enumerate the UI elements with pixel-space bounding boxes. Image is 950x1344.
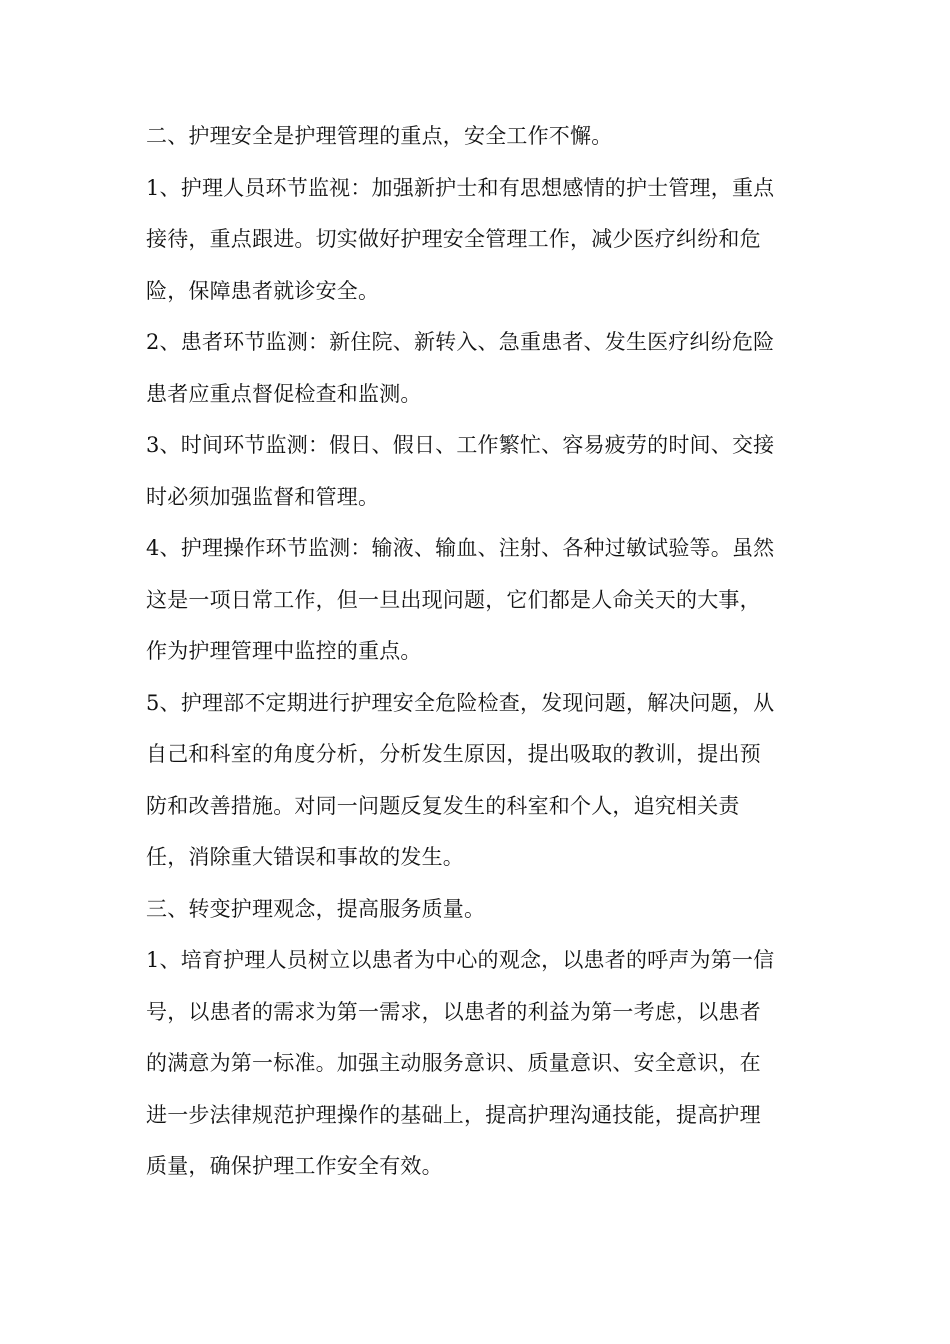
text-line: 1、培育护理人员树立以患者为中心的观念，以患者的呼声为第一信: [146, 948, 775, 972]
text-line: 这是一项日常工作，但一旦出现问题，它们都是人命关天的大事，: [146, 587, 761, 612]
text-line: 进一步法律规范护理操作的基础上，提高护理沟通技能，提高护理: [146, 1102, 761, 1127]
text-line: 3、时间环节监测：假日、假日、工作繁忙、容易疲劳的时间、交接: [146, 433, 775, 457]
text-line: 质量，确保护理工作安全有效。: [146, 1154, 443, 1178]
document-body: [146, 114, 810, 1196]
text-line: 险，保障患者就诊安全。: [146, 278, 380, 303]
text-line: 三、转变护理观念，提高服务质量。: [146, 896, 486, 921]
text-line: 自己和科室的角度分析，分析发生原因，提出吸取的教训，提出预: [146, 742, 761, 766]
text-line: 时必须加强监督和管理。: [146, 484, 380, 509]
text-line: 防和改善措施。对同一问题反复发生的科室和个人，追究相关责: [146, 793, 740, 818]
text-line: 接待，重点跟进。切实做好护理安全管理工作，减少医疗纠纷和危: [146, 227, 761, 251]
text-line: 5、护理部不定期进行护理安全危险检查，发现问题，解决问题，从: [146, 690, 775, 715]
text-line: 的满意为第一标准。加强主动服务意识、质量意识、安全意识，在: [146, 1051, 761, 1075]
text-line: 1、护理人员环节监视：加强新护士和有思想感情的护士管理，重点: [146, 175, 775, 200]
text-line: 号，以患者的需求为第一需求，以患者的利益为第一考虑，以患者: [146, 999, 761, 1024]
text-line: 作为护理管理中监控的重点。: [146, 639, 422, 663]
text-line: 任，消除重大错误和事故的发生。: [146, 845, 464, 869]
text-line: 4、护理操作环节监测：输液、输血、注射、各种过敏试验等。虽然: [146, 536, 775, 560]
text-line: 二、护理安全是护理管理的重点，安全工作不懈。: [146, 124, 613, 148]
text-line: 2、患者环节监测：新住院、新转入、急重患者、发生医疗纠纷危险: [146, 330, 775, 354]
text-line: 患者应重点督促检查和监测。: [146, 381, 422, 406]
